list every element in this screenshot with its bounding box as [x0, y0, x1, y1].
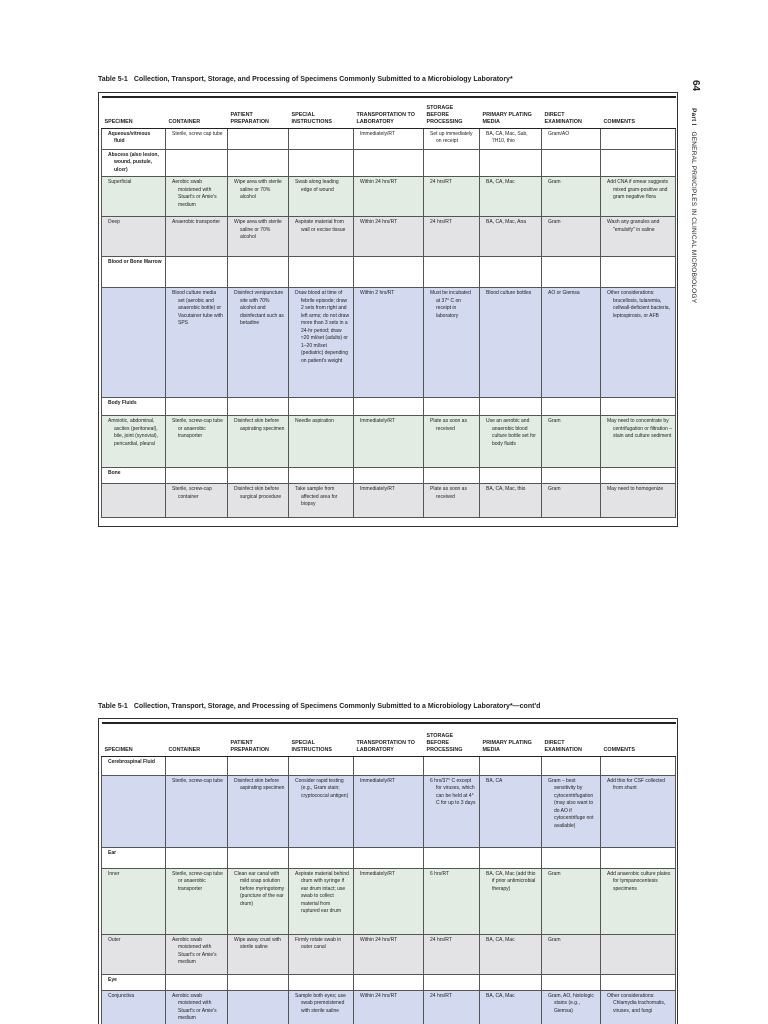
table-cell [102, 990, 166, 1024]
table-cell [601, 847, 676, 868]
table-cell [601, 484, 676, 518]
table-cell [289, 128, 354, 149]
table-section-row [102, 149, 676, 177]
table-cell [542, 416, 601, 468]
cell-text: Deep [108, 219, 120, 225]
cell-text: Wipe away crust with sterile saline [234, 936, 281, 950]
table-cell [480, 847, 542, 868]
cell-text: Eye [108, 976, 117, 983]
cell-text: 24 hrs/RT [430, 992, 452, 999]
table-cell [601, 217, 676, 257]
table-cell [289, 288, 354, 398]
cell-text: Other considerations: Chlamydia trachomatis, viruses, and fungi [607, 992, 666, 1014]
table-cell [354, 974, 424, 990]
cell-text: Blood or Bone Marrow [108, 259, 162, 265]
table-cell [424, 128, 480, 149]
table-cell [424, 217, 480, 257]
table-cell [601, 128, 676, 149]
table-cell [424, 868, 480, 934]
cell-text: Ear [108, 849, 117, 856]
table-row [102, 775, 676, 847]
table-cell [480, 934, 542, 974]
table-cell [480, 775, 542, 847]
table-cell [424, 847, 480, 868]
cell-text: Gram/AO [548, 130, 570, 137]
cell-text: Gram [548, 486, 561, 492]
table-cell [289, 868, 354, 934]
cell-text: Sterile, screw-cap container [172, 486, 212, 500]
table-cell [228, 974, 289, 990]
table-cell [289, 974, 354, 990]
cell-text: Sample both eyes; use swab premoistened with sterile saline [295, 992, 346, 1014]
table-cell [166, 149, 228, 177]
table-cell [480, 288, 542, 398]
table-cell [289, 217, 354, 257]
table-cell [480, 128, 542, 149]
table-1 [101, 96, 676, 518]
table-2-label: Table 5-1 [98, 703, 128, 710]
cell-text: Within 24 hrs/RT [360, 179, 398, 185]
table-2-title: Collection, Transport, Storage, and Processing of Specimens Commonly Submitted to a Microbiology Laboratory*—cont'd [133, 703, 541, 710]
table-cell [102, 934, 166, 974]
table-2 [101, 722, 676, 1024]
table-cell [166, 177, 228, 217]
table-cell [228, 149, 289, 177]
column-header: COMMENTS [601, 723, 676, 756]
table-cell [480, 177, 542, 217]
column-header: CONTAINER [166, 723, 228, 756]
table-section-row [102, 756, 676, 775]
cell-text: Add CNA if smear suggests mixed gram-positive and gram negative flora [607, 179, 669, 200]
table-cell [289, 990, 354, 1024]
table-cell [289, 775, 354, 847]
table-cell [480, 868, 542, 934]
cell-text: Aspirate material behind drum with syringe if ear drum intact; use swab to collect material from ruptured ear drum [295, 870, 349, 914]
cell-text: 24 hrs/RT [430, 219, 452, 225]
cell-text: Other considerations: brucellosis, tularemia, cellwall-deficient bacteria, leptospirosis, or AFB [607, 290, 670, 319]
table-cell [354, 934, 424, 974]
table-cell [354, 128, 424, 149]
cell-text: BA, CA, Mac [486, 992, 515, 999]
table-cell [102, 847, 166, 868]
table-cell [542, 149, 601, 177]
column-header: SPECIAL INSTRUCTIONS [289, 97, 354, 128]
table-cell [480, 484, 542, 518]
table-cell [601, 398, 676, 416]
table-section-row [102, 847, 676, 868]
cell-text: May need to concentrate by centrifugation or filtration – stain and culture sediment [607, 418, 672, 439]
column-header: COMMENTS [601, 97, 676, 128]
cell-text: Amniotic, abdominal, ascites (peritoneal), bile, joint (synovial), pericardial, pleural [108, 418, 158, 447]
table-cell [289, 398, 354, 416]
table-cell [289, 149, 354, 177]
column-header: STORAGE BEFORE PROCESSING [424, 723, 480, 756]
table-cell [228, 990, 289, 1024]
table-cell [542, 756, 601, 775]
table-section-row [102, 398, 676, 416]
column-header: DIRECT EXAMINATION [542, 723, 601, 756]
table-cell [102, 177, 166, 217]
table-cell [480, 398, 542, 416]
cell-text: Superficial [108, 179, 132, 185]
table-cell [354, 484, 424, 518]
cell-text: BA, CA, Mac, thio [486, 486, 526, 492]
table-cell [228, 484, 289, 518]
table-row [102, 217, 676, 257]
cell-text: Take sample from affected area for biopsy [295, 486, 338, 507]
table-cell [480, 217, 542, 257]
table-cell [228, 416, 289, 468]
table-cell [228, 257, 289, 288]
table-cell [289, 468, 354, 484]
table-cell [102, 775, 166, 847]
cell-text: Immediately/RT [360, 418, 395, 424]
table-cell [166, 398, 228, 416]
table-cell [542, 288, 601, 398]
cell-text: AO or Giemsa [548, 290, 580, 296]
table-cell [354, 756, 424, 775]
table-cell [102, 288, 166, 398]
table-cell [542, 847, 601, 868]
table-cell [354, 288, 424, 398]
cell-text: 24 hrs/RT [430, 936, 452, 943]
table-cell [228, 934, 289, 974]
table-cell [354, 217, 424, 257]
cell-text: Gram [548, 179, 561, 185]
cell-text: Needle aspiration [295, 418, 334, 424]
table-cell [228, 756, 289, 775]
table-1-label: Table 5-1 [98, 76, 128, 83]
table-cell [102, 149, 166, 177]
table-cell [166, 288, 228, 398]
table-section-row [102, 257, 676, 288]
table-cell [354, 149, 424, 177]
cell-text: Set up immediately on receipt [430, 130, 473, 144]
cell-text: Disinfect skin before surgical procedure [234, 486, 282, 500]
table-cell [102, 756, 166, 775]
table-cell [480, 974, 542, 990]
cell-text: Aerobic swab moistened with Stuart's or Amie's medium [172, 936, 217, 965]
table-cell [424, 775, 480, 847]
table-cell [102, 128, 166, 149]
column-header: PATIENT PREPARATION [228, 97, 289, 128]
table-2-caption [98, 703, 546, 710]
table-cell [354, 868, 424, 934]
table-cell [166, 934, 228, 974]
cell-text: Disinfect skin before aspirating specimen [234, 418, 285, 432]
column-header: PRIMARY PLATING MEDIA [480, 723, 542, 756]
cell-text: Immediately/RT [360, 870, 395, 877]
table-cell [480, 990, 542, 1024]
table-cell [542, 398, 601, 416]
table-cell [601, 149, 676, 177]
cell-text: Abscess (also lesion, wound, pustule, ulcer) [108, 151, 159, 173]
table-cell [228, 128, 289, 149]
table-cell [228, 847, 289, 868]
table-cell [354, 398, 424, 416]
cell-text: Bone [108, 470, 121, 476]
table-cell [424, 756, 480, 775]
cell-text: Gram [548, 870, 561, 877]
cell-text: Immediately/RT [360, 777, 395, 784]
table-cell [542, 217, 601, 257]
column-header: CONTAINER [166, 97, 228, 128]
cell-text: Cerebrospinal Fluid [108, 758, 155, 765]
cell-text: Clean ear canal with mild soap solution before myringotomy (puncture of the ear drum) [234, 870, 285, 907]
cell-text: Gram, AO, histologic stains (e.g., Giemsa) [548, 992, 594, 1014]
column-header: SPECIMEN [102, 723, 166, 756]
cell-text: Sterile, screw cap tube [172, 130, 223, 137]
cell-text: Swab along leading edge of wound [295, 179, 339, 193]
table-cell [424, 288, 480, 398]
column-header: SPECIMEN [102, 97, 166, 128]
table-cell [228, 217, 289, 257]
table-row [102, 868, 676, 934]
cell-text: Aerobic swab moistened with Stuart's or Amie's medium [172, 992, 217, 1021]
table-cell [542, 468, 601, 484]
table-row [102, 416, 676, 468]
cell-text: Gram [548, 936, 561, 943]
page-number: 64 [690, 80, 701, 92]
cell-text: Gram [548, 219, 561, 225]
cell-text: BA, CA, Mac (add thio if prior antimicrobial therapy) [486, 870, 536, 892]
table-1-frame [98, 92, 678, 527]
cell-text: Within 24 hrs/RT [360, 936, 398, 943]
table-cell [354, 257, 424, 288]
table-cell [601, 756, 676, 775]
table-cell [542, 775, 601, 847]
cell-text: Plate as soon as received [430, 486, 467, 500]
table-cell [601, 177, 676, 217]
cell-text: Anaerobic transporter [172, 219, 221, 225]
table-1-caption [98, 76, 519, 83]
column-header: SPECIAL INSTRUCTIONS [289, 723, 354, 756]
table-cell [166, 990, 228, 1024]
table-cell [166, 128, 228, 149]
cell-text: Conjunctiva [108, 992, 135, 999]
table-cell [102, 416, 166, 468]
table-cell [542, 934, 601, 974]
cell-text: Aerobic swab moistened with Stuart's or Amie's medium [172, 179, 217, 208]
table-cell [102, 484, 166, 518]
table-cell [354, 416, 424, 468]
table-cell [228, 288, 289, 398]
table-row [102, 484, 676, 518]
column-header: STORAGE BEFORE PROCESSING [424, 97, 480, 128]
table-cell [542, 257, 601, 288]
table-cell [542, 128, 601, 149]
table-cell [601, 974, 676, 990]
table-2-frame [98, 718, 678, 1024]
cell-text: Within 24 hrs/RT [360, 219, 398, 225]
cell-text: Consider rapid testing (e.g., Gram stain; cryptococcal antigen) [295, 777, 349, 799]
table-header-row [102, 723, 676, 756]
table-cell [542, 868, 601, 934]
table-cell [424, 468, 480, 484]
table-cell [166, 974, 228, 990]
cell-text: BA, CA, Mac [486, 936, 515, 943]
cell-text: BA, CA [486, 777, 503, 784]
cell-text: Immediately/RT [360, 130, 395, 137]
column-header: TRANSPORTATION TO LABORATORY [354, 97, 424, 128]
cell-text: Firmly rotate swab in outer canal [295, 936, 342, 950]
table-cell [601, 468, 676, 484]
cell-text: Outer [108, 936, 121, 943]
cell-text: BA, CA, Mac, Sab, 7H10, thio [486, 130, 528, 144]
table-cell [166, 775, 228, 847]
table-cell [289, 177, 354, 217]
table-cell [289, 416, 354, 468]
column-header: TRANSPORTATION TO LABORATORY [354, 723, 424, 756]
table-cell [228, 468, 289, 484]
table-cell [601, 990, 676, 1024]
table-cell [166, 847, 228, 868]
table-cell [480, 257, 542, 288]
cell-text: May need to homogenize [607, 486, 664, 492]
cell-text: Within 2 hrs/RT [360, 290, 395, 296]
cell-text: Sterile, screw-cap tube or anaerobic transporter [172, 418, 223, 439]
cell-text: Wash any granules and "emulsify" in saline [607, 219, 660, 233]
cell-text: 6 hrs/37° C except for viruses, which can be held at 4° C for up to 3 days [430, 777, 476, 806]
cell-text: Body Fluids [108, 400, 137, 406]
table-row [102, 990, 676, 1024]
table-cell [480, 756, 542, 775]
cell-text: Plate as soon as received [430, 418, 467, 432]
table-cell [542, 990, 601, 1024]
cell-text: Sterile, screw-cap tube [172, 777, 223, 784]
table-cell [289, 934, 354, 974]
table-cell [166, 217, 228, 257]
cell-text: Must be incubated at 37° C on receipt in laboratory [430, 290, 471, 319]
table-cell [289, 756, 354, 775]
column-header: PATIENT PREPARATION [228, 723, 289, 756]
cell-text: Add thio for CSF collected from shunt [607, 777, 666, 791]
table-cell [542, 974, 601, 990]
cell-text: Aspirate material from wall or excise tissue [295, 219, 346, 233]
cell-text: Blood culture media set (aerobic and anaerobic bottle) or Vacutainer tube with SPS [172, 290, 223, 326]
table-cell [166, 868, 228, 934]
table-cell [424, 934, 480, 974]
table-cell [166, 756, 228, 775]
column-header: PRIMARY PLATING MEDIA [480, 97, 542, 128]
running-head [690, 108, 697, 303]
table-cell [424, 149, 480, 177]
table-cell [102, 974, 166, 990]
cell-text: Draw blood at time of febrile episode; draw 2 sets from right and left arms; do not draw more than 3 sets in a 24-hr period; draw ≈20 ml/set (adults) or 1–20 ml/set (pediatric) depending on patient's weight [295, 290, 350, 364]
cell-text: BA, CA, Mac [486, 179, 515, 185]
table-cell [354, 847, 424, 868]
cell-text: Immediately/RT [360, 486, 395, 492]
table-cell [424, 484, 480, 518]
table-cell [354, 468, 424, 484]
cell-text: Within 24 hrs/RT [360, 992, 398, 999]
table-cell [102, 398, 166, 416]
table-cell [480, 468, 542, 484]
table-cell [354, 775, 424, 847]
table-cell [354, 990, 424, 1024]
table-cell [102, 217, 166, 257]
cell-text: Wipe area with sterile saline or 70% alcohol [234, 179, 282, 200]
table-cell [289, 484, 354, 518]
table-cell [354, 177, 424, 217]
table-cell [601, 288, 676, 398]
cell-text: Add anaerobic culture plates for tympanocentesis specimens [607, 870, 671, 892]
table-cell [289, 257, 354, 288]
table-cell [102, 468, 166, 484]
table-1-title: Collection, Transport, Storage, and Processing of Specimens Commonly Submitted to a Microbiology Laboratory* [133, 76, 513, 83]
table-cell [424, 974, 480, 990]
table-cell [424, 177, 480, 217]
table-cell [542, 177, 601, 217]
table-cell [166, 484, 228, 518]
table-cell [228, 868, 289, 934]
cell-text: 24 hrs/RT [430, 179, 452, 185]
table-cell [228, 177, 289, 217]
table-row [102, 177, 676, 217]
table-row [102, 934, 676, 974]
table-cell [102, 257, 166, 288]
table-cell [601, 868, 676, 934]
cell-text: Blood culture bottles [486, 290, 532, 296]
cell-text: Sterile, screw-cap tube or anaerobic transporter [172, 870, 223, 892]
table-cell [166, 416, 228, 468]
table-section-row [102, 974, 676, 990]
table-cell [601, 775, 676, 847]
table-header-row [102, 97, 676, 128]
table-row [102, 288, 676, 398]
table-cell [166, 468, 228, 484]
table-section-row [102, 128, 676, 149]
table-cell [424, 398, 480, 416]
cell-text: Use an aerobic and anaerobic blood culture bottle set for body fluids [486, 418, 536, 447]
cell-text: Aqueous/vitreous fluid [108, 130, 151, 144]
table-cell [601, 257, 676, 288]
table-cell [424, 990, 480, 1024]
table-section-row [102, 468, 676, 484]
table-cell [480, 149, 542, 177]
table-cell [166, 257, 228, 288]
cell-text: Wipe area with sterile saline or 70% alcohol [234, 219, 282, 240]
cell-text: 6 hrs/RT [430, 870, 450, 877]
column-header: DIRECT EXAMINATION [542, 97, 601, 128]
table-cell [480, 416, 542, 468]
part-title: GENERAL PRINCIPLES IN CLINICAL MICROBIOLOGY [690, 131, 697, 304]
cell-text: Gram – best sensitivity by cytocentrifugation (may also want to do AO if cytocentrifuge not available) [548, 777, 594, 829]
part-label: Part I [690, 108, 697, 126]
table-cell [542, 484, 601, 518]
table-cell [102, 868, 166, 934]
table-cell [228, 775, 289, 847]
cell-text: Gram [548, 418, 561, 424]
table-cell [228, 398, 289, 416]
cell-text: Disinfect skin before aspirating specimen [234, 777, 285, 791]
table-cell [289, 847, 354, 868]
table-cell [601, 416, 676, 468]
cell-text: BA, CA, Mac, Ana [486, 219, 527, 225]
cell-text: Inner [108, 870, 120, 877]
table-cell [424, 257, 480, 288]
table-cell [424, 416, 480, 468]
cell-text: Disinfect venipuncture site with 70% alcohol and disinfectant such as betadine [234, 290, 284, 326]
table-cell [601, 934, 676, 974]
